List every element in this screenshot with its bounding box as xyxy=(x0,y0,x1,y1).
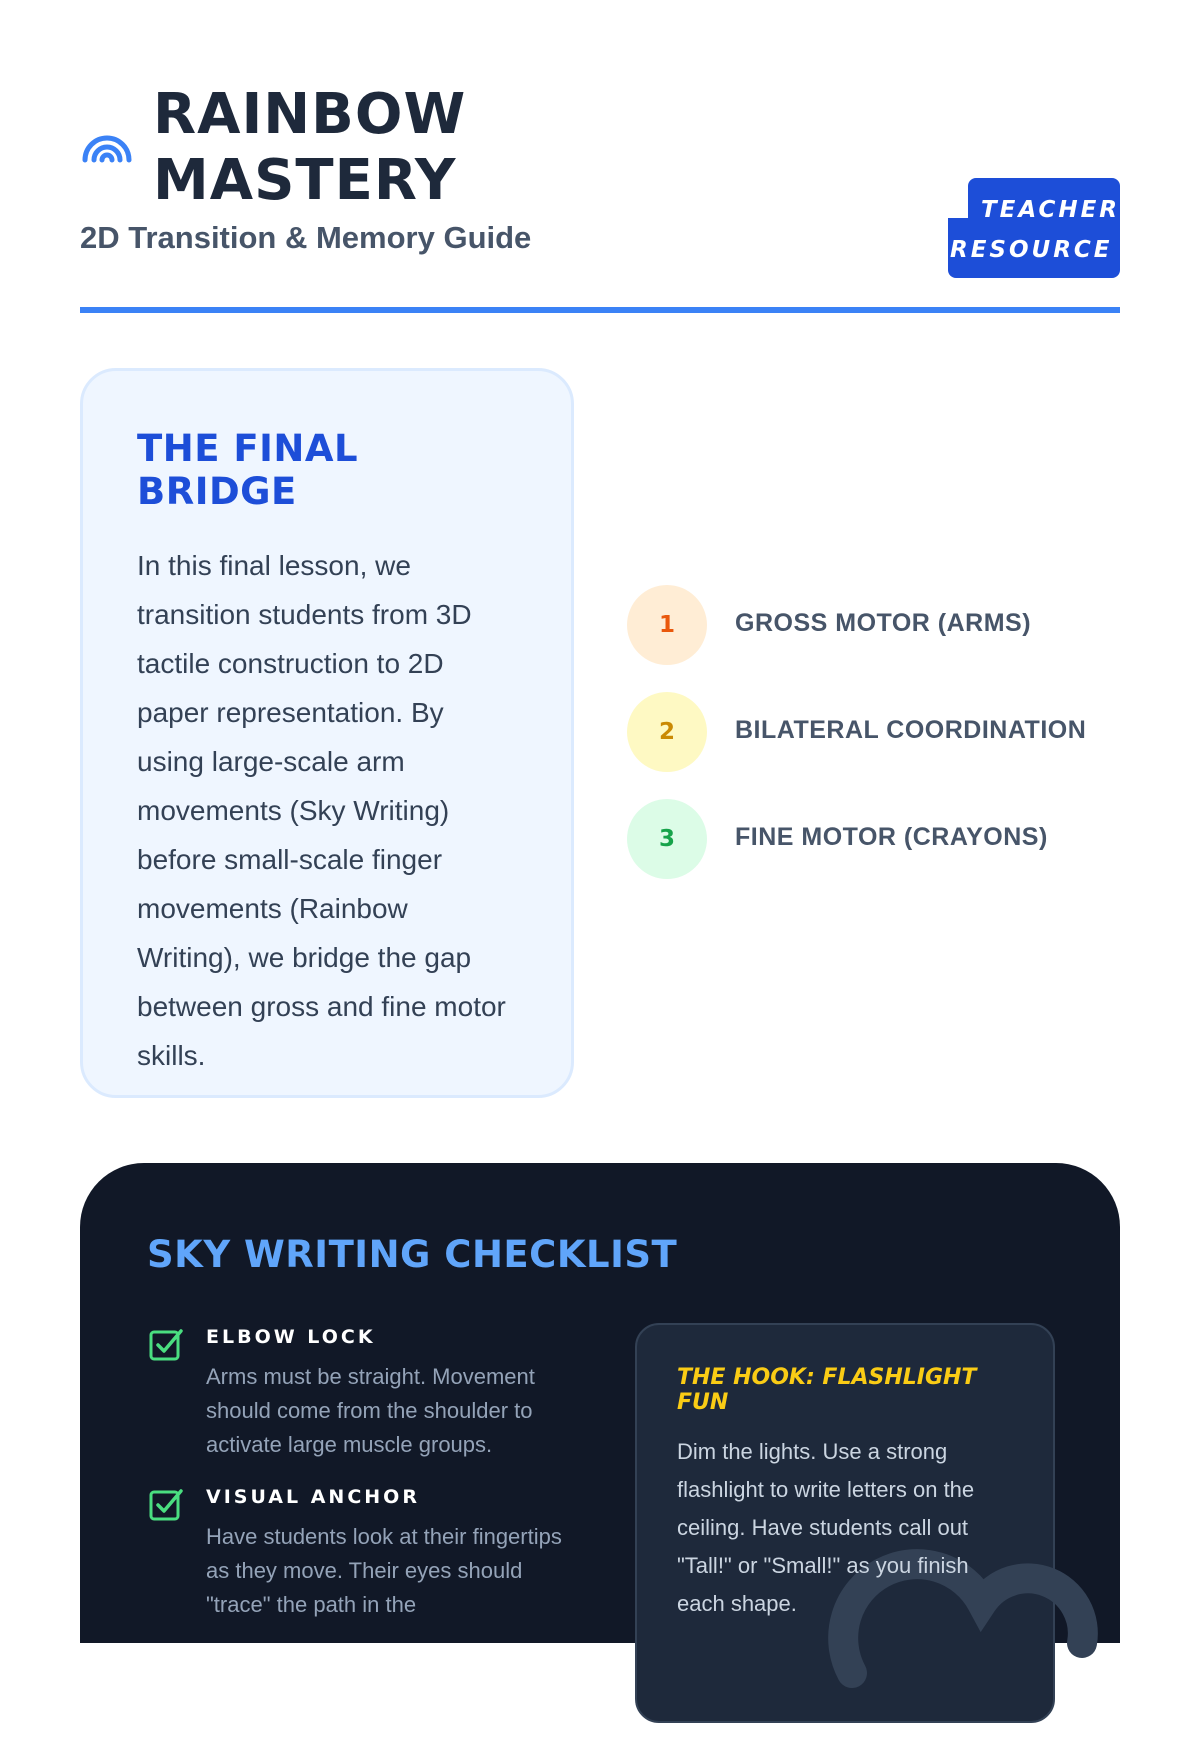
hook-card xyxy=(635,1323,1055,1723)
step-label: FINE MOTOR (CRAYONS) xyxy=(735,823,1048,851)
step-number-badge: 3 xyxy=(627,799,707,879)
step-label: BILATERAL COORDINATION xyxy=(735,716,1087,744)
step-item xyxy=(627,692,1127,772)
page-subtitle: 2D Transition & Memory Guide xyxy=(80,220,532,255)
step-number-badge: 2 xyxy=(627,692,707,772)
checkbox-checked-icon xyxy=(148,1326,184,1362)
step-label: GROSS MOTOR (ARMS) xyxy=(735,609,1032,637)
title-line-1: RAINBOW xyxy=(153,82,467,147)
badge-line-1: TEACHER xyxy=(980,197,1120,223)
teacher-resource-badge xyxy=(948,178,1120,278)
step-item xyxy=(627,799,1127,879)
final-bridge-title: THE FINAL BRIDGE xyxy=(137,427,359,513)
hook-body: Dim the lights. Use a strong flashlight to write letters on the ceiling. Have students call out "Tall!" or "Small!" as you finish each shape. xyxy=(677,1439,975,1616)
checklist-item-heading: VISUAL ANCHOR xyxy=(206,1486,420,1508)
step-number-badge: 1 xyxy=(627,585,707,665)
header xyxy=(80,80,1120,310)
final-bridge-card xyxy=(80,368,574,1098)
checklist-item-heading: ELBOW LOCK xyxy=(206,1326,376,1348)
final-bridge-body: In this final lesson, we transition students from 3D tactile construction to 2D paper representation. By using large-scale arm movements (Sky Writing) before small-scale finger movements (Rainbow Writing), we bridge the gap between gross and fine motor skills. xyxy=(137,550,506,1071)
page-title xyxy=(153,82,466,214)
sky-writing-title: SKY WRITING CHECKLIST xyxy=(147,1233,678,1276)
rainbow-icon xyxy=(82,130,132,170)
title-line-2: MASTERY xyxy=(153,148,457,213)
checklist-item-description: Arms must be straight. Movement should come from the shoulder to activate large muscle groups. xyxy=(206,1364,535,1457)
header-divider xyxy=(80,307,1120,313)
sky-writing-section xyxy=(80,1163,1120,1643)
hook-title: THE HOOK: FLASHLIGHT FUN xyxy=(677,1365,977,1415)
badge-line-2: RESOURCE xyxy=(950,237,1113,263)
step-item xyxy=(627,585,1127,665)
motor-steps-list xyxy=(627,585,1127,906)
checkbox-checked-icon xyxy=(148,1486,184,1522)
checklist-item-description: Have students look at their fingertips as they move. Their eyes should "trace" the path in the xyxy=(206,1524,562,1617)
